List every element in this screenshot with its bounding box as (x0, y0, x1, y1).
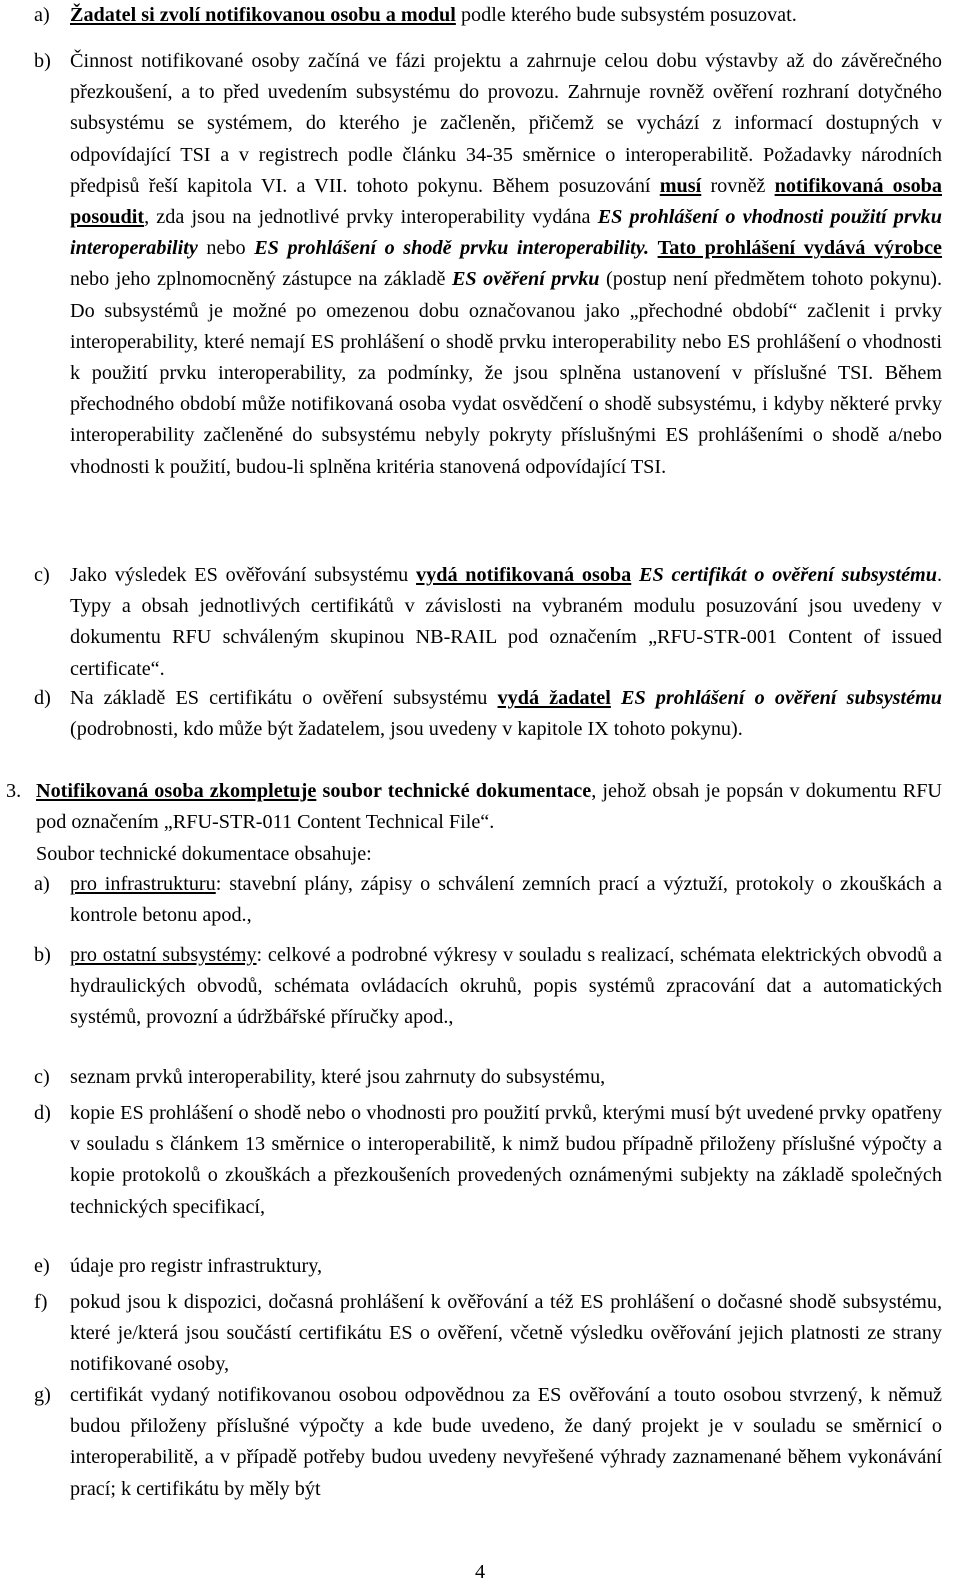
text-run: ES ověření prvku (451, 268, 600, 291)
text-run: Na základě ES certifikátu o ověření subsystému (70, 687, 498, 709)
text-run: ES prohlášení o vhodnosti použití prvku interoperability (70, 206, 942, 260)
text-run: rovněž (701, 174, 775, 197)
list-marker: a) (34, 4, 50, 26)
text-run: : celkové a podrobné výkresy v souladu s realizací, schémata elektrických obvodů a hydraulických obvodů, schémata ovládacích okruhů, popis systémů zpracování dat a automatických systémů, provozní a údržbářské příručky apod., (70, 944, 942, 1029)
list-item (34, 1287, 942, 1381)
list-item-text (70, 869, 942, 931)
paragraph (36, 839, 942, 870)
list-item (34, 0, 942, 31)
list-marker: e) (34, 1255, 50, 1277)
text-run: Soubor technické dokumentace obsahuje: (36, 843, 372, 865)
text-run: , zda jsou na jednotlivé prvky interoperability vydána (144, 206, 598, 229)
list-marker: b) (34, 50, 51, 72)
text-run: notifikovaná osoba posoudit (70, 174, 942, 229)
list-marker: a) (34, 873, 50, 895)
list-marker: g) (34, 1384, 51, 1406)
text-run: Činnost notifikované osoby začíná ve fázi projektu a zahrnuje celou dobu výstavby až do závěrečného přezkoušení, a to před uvedením subsystému do provozu. Zahrnuje rovněž ověření rozhraní dotyčného subsystému se systémem, do kterého je začleněn, přičemž se vychází z informací dostupných v odpovídající TSI a v registrech podle článku 34-35 směrnice o interoperabilitě. Požadavky národních předpisů řeší kapitola VI. a VII. tohoto pokynu. Během posuzování (70, 50, 942, 197)
text-run: pro infrastrukturu (70, 873, 216, 895)
list-item-text (70, 940, 942, 1034)
list-item-text (70, 1251, 942, 1282)
text-run: musí (659, 174, 702, 197)
list-marker: c) (34, 564, 50, 586)
text-run: vydá žadatel (497, 687, 611, 709)
list-item (34, 869, 942, 931)
list-item-text (36, 776, 942, 838)
list-item (34, 1251, 942, 1282)
list-item-text (70, 560, 942, 685)
text-run: : stavební plány, zápisy o schválení zemních prací a výztuží, protokoly o zkouškách a kontrole betonu apod., (70, 873, 942, 927)
list-item-text (70, 1287, 942, 1381)
text-run: certifikát vydaný notifikovanou osobou odpovědnou za ES ověřování a touto osobou stvrzený, k němuž budou přiloženy příslušné výpočty a kde bude uvedeno, že daný projekt je v souladu se směrnicí o interoperabilitě, a v případě potřeby budou uvedeny nevyřešené výhrady zaznamenané během vykonávání prací; k certifikátu by měly být (70, 1384, 942, 1500)
list-marker: f) (34, 1291, 48, 1313)
list-item-text (70, 1098, 942, 1223)
list-item (34, 46, 942, 483)
text-run: pro ostatní subsystémy (70, 944, 257, 966)
text-run: Jako výsledek ES ověřování subsystému (70, 564, 417, 586)
text-run: nebo (197, 237, 255, 260)
text-run: údaje pro registr infrastruktury, (70, 1255, 323, 1277)
list-item-text (70, 683, 942, 745)
list-marker: d) (34, 687, 51, 709)
list-item (34, 683, 942, 745)
text-run: vydá notifikovaná osoba (416, 564, 632, 586)
text-run: Tato prohlášení vydává výrobce (657, 237, 942, 260)
text-run (649, 237, 658, 259)
numbered-section (6, 776, 942, 838)
text-run: Notifikovaná osoba zkompletuje (36, 780, 317, 802)
text-run: . Typy a obsah jednotlivých certifikátů v závislosti na vybraném modulu posuzování jsou uvedeny v dokumentu RFU schváleným skupinou NB-RAIL pod označením „RFU-STR-001 Content of issued certificate“. (70, 564, 943, 680)
text-run: Žadatel si zvolí notifikovanou osobu a modul (70, 4, 456, 26)
list-marker: c) (34, 1066, 50, 1088)
text-run: nebo jeho zplnomocněný zástupce na základě (70, 268, 452, 291)
text-run: kopie ES prohlášení o shodě nebo o vhodnosti pro použití prvků, kterými musí být uvedené prvky opatřeny v souladu s článkem 13 směrnice o interoperabilitě, k nimž budou případně přiloženy příslušné výpočty a kopie protokolů o zkouškách a přezkoušeních provedených oznámenými subjekty na základě společných technických specifikací, (70, 1102, 942, 1218)
list-marker: 3. (6, 780, 22, 802)
list-item-text (70, 1380, 942, 1505)
text-run: ES certifikát o ověření subsystému (639, 564, 937, 586)
list-item (34, 1098, 942, 1223)
list-item-text (70, 46, 942, 483)
page-number: 4 (474, 1561, 486, 1583)
list-marker: b) (34, 944, 51, 966)
text-run: , jehož obsah je popsán v dokumentu RFU pod označením „RFU-STR-011 Content Technical File“. (36, 780, 943, 834)
text-run: (postup není předmětem tohoto pokynu). Do subsystémů je možné po omezenou dobu označovanou jako „přechodné období“ začlenit i prvky interoperability, které nemají ES prohlášení o shodě prvku interoperability nebo ES prohlášení o vhodnosti k použití prvku interoperability, za podmínky, že jsou splněna ustanovení v příslušné TSI. Během přechodného období může notifikovaná osoba vydat osvědčení o shodě subsystému, i kdyby některé prvky interoperability začleněné do subsystému nebyly pokryty příslušnými ES prohlášeními o shodě a/nebo vhodnosti k použití, budou-li splněna kritéria stanovená odpovídající TSI. (70, 268, 942, 478)
text-run: podle kterého bude subsystém posuzovat. (455, 4, 797, 26)
text-run: pokud jsou k dispozici, dočasná prohlášení k ověřování a též ES prohlášení o dočasné shodě subsystému, které je/která jsou součástí certifikátu ES o ověření, včetně výsledku ověřování jejich platnosti ze strany notifikované osoby, (70, 1291, 942, 1376)
text-run: soubor technické dokumentace (322, 780, 592, 802)
list-item (34, 560, 942, 685)
text-run: (podrobnosti, kdo může být žadatelem, jsou uvedeny v kapitole IX tohoto pokynu). (70, 718, 743, 741)
list-item (34, 1062, 942, 1093)
list-marker: d) (34, 1102, 51, 1124)
text-run: seznam prvků interoperability, které jsou zahrnuty do subsystému, (70, 1066, 606, 1088)
text-run (631, 564, 639, 586)
text-run: ES prohlášení o shodě prvku interoperability. (254, 237, 650, 260)
list-item (34, 1380, 942, 1505)
list-item (34, 940, 942, 1034)
text-run (611, 687, 621, 709)
list-item-text (70, 0, 942, 31)
list-item-text (70, 1062, 942, 1093)
text-run: ES prohlášení o ověření subsystému (621, 687, 943, 709)
